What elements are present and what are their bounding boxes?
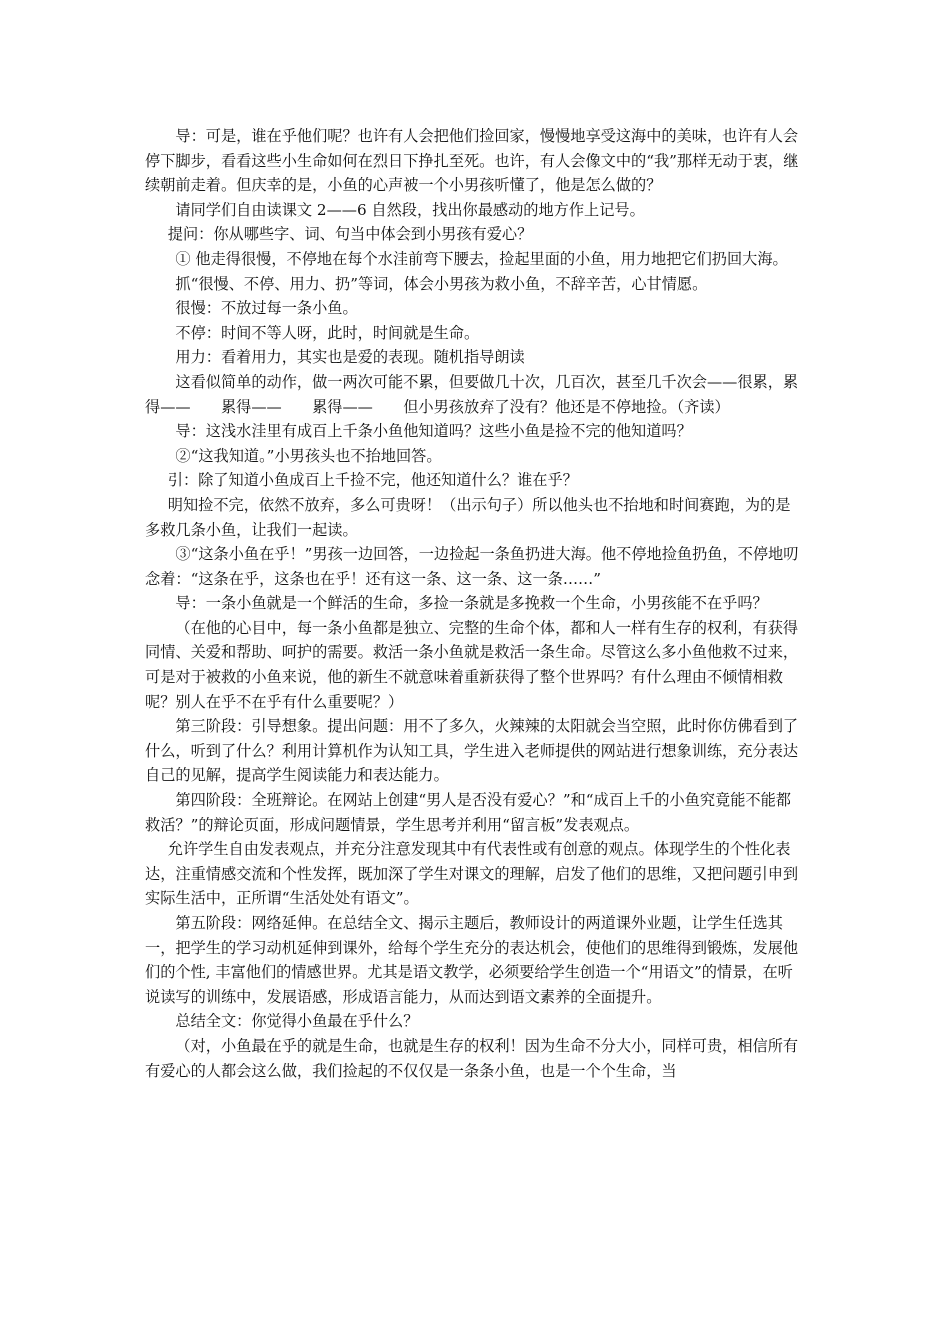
paragraph: 提问：你从哪些字、词、句当中体会到小男孩有爱心？ bbox=[167, 225, 533, 244]
paragraph: 总结全文：你觉得小鱼最在乎什么？ bbox=[175, 1012, 419, 1031]
paragraph: 明知捡不完，依然不放弃，多么可贵呀！（出示句子）所以他头也不抬地和时间赛跑，为的是多救几条小鱼，让我们一起读。 bbox=[145, 495, 791, 539]
paragraph: 第三阶段：引导想象。提出问题：用不了多久，火辣辣的太阳就会当空照，此时你仿佛看到了什么，听到了什么？利用计算机作为认知工具，学生进入老师提供的网站进行想象训练，充分表达自己的见解，提高学生阅读能力和表达能力。 bbox=[145, 717, 799, 785]
paragraph: ②“这我知道。”小男孩头也不抬地回答。 bbox=[175, 446, 442, 465]
paragraph: 引：除了知道小鱼成百上千捡不完，他还知道什么？谁在乎？ bbox=[167, 471, 578, 490]
paragraph: 导：可是，谁在乎他们呢？也许有人会把他们捡回家，慢慢地享受这海中的美味，也许有人会停下脚步，看看这些小生命如何在烈日下挣扎至死。也许，有人会像文中的“我”那样无动于衷，继续朝前走着。但庆幸的是，小鱼的心声被一个小男孩听懂了，他是怎么做的？ bbox=[145, 127, 799, 195]
paragraph: 很慢：不放过每一条小鱼。 bbox=[175, 299, 358, 318]
paragraph: 允许学生自由发表观点，并充分注意发现其中有代表性或有创意的观点。体现学生的个性化表达，注重情感交流和个性发挥，既加深了学生对课文的理解，启发了他们的思维，又把问题引申到实际生活中，正所谓“生活处处有语文”。 bbox=[145, 840, 799, 908]
paragraph: 不停：时间不等人呀，此时，时间就是生命。 bbox=[175, 323, 480, 342]
paragraph: （对，小鱼最在乎的就是生命，也就是生存的权利！因为生命不分大小，同样可贵，相信所有有爱心的人都会这么做，我们捡起的不仅仅是一条条小鱼，也是一个个生命，当 bbox=[145, 1036, 799, 1080]
document-body bbox=[145, 124, 805, 1083]
paragraph: 抓“很慢、不停、用力、扔”等词，体会小男孩为救小鱼，不辞辛苦，心甘情愿。 bbox=[175, 274, 708, 293]
paragraph: 第四阶段：全班辩论。在网站上创建“男人是否没有爱心？”和“成百上千的小鱼究竟能不能都救活？”的辩论页面，形成问题情景，学生思考并利用“留言板”发表观点。 bbox=[145, 791, 791, 834]
paragraph: ① 他走得很慢，不停地在每个水洼前弯下腰去，捡起里面的小鱼，用力地把它们扔回大海。 bbox=[175, 249, 788, 268]
paragraph: 导：这浅水洼里有成百上千条小鱼他知道吗？这些小鱼是捡不完的他知道吗？ bbox=[175, 422, 692, 441]
paragraph: 请同学们自由读课文 2——6 自然段，找出你最感动的地方作上记号。 bbox=[175, 200, 645, 219]
paragraph: 导：一条小鱼就是一个鲜活的生命，多捡一条就是多挽救一个生命，小男孩能不在乎吗？ bbox=[175, 594, 768, 613]
paragraph: ③“这条小鱼在乎！”男孩一边回答，一边捡起一条鱼扔进大海。他不停地捡鱼扔鱼，不停地叨念着：“这条在乎，这条也在乎！还有这一条、这一条、这一条……” bbox=[145, 545, 799, 588]
paragraph: 用力：看着用力，其实也是爱的表现。随机指导朗读 bbox=[175, 348, 525, 367]
paragraph: 这看似简单的动作，做一两次可能不累，但要做几十次，几百次，甚至几千次会——很累，累得—— 累得—— 累得—— 但小男孩放弃了没有？他还是不停地捡。（齐读） bbox=[145, 372, 799, 416]
paragraph: （在他的心目中，每一条小鱼都是独立、完整的生命个体，都和人一样有生存的权利，有获得同情、关爱和帮助、呵护的需要。救活一条小鱼就是救活一条生命。尽管这么多小鱼他救不过来，可是对于被救的小鱼来说，他的新生不就意味着重新获得了整个世界吗？有什么理由不倾情相救呢？别人在乎不在乎有什么重要呢？） bbox=[145, 618, 799, 711]
paragraph: 第五阶段：网络延伸。在总结全文、揭示主题后，教师设计的两道课外业题，让学生任选其一，把学生的学习动机延伸到课外，给每个学生充分的表达机会，使他们的思维得到锻炼，发展他们的个性, 丰富他们的情感世界。尤其是语文教学，必须要给学生创造一个“用语文”的情景，在听说读写的训练中，发展语感，形成语言能力，从而达到语文素养的全面提升。 bbox=[145, 914, 799, 1006]
